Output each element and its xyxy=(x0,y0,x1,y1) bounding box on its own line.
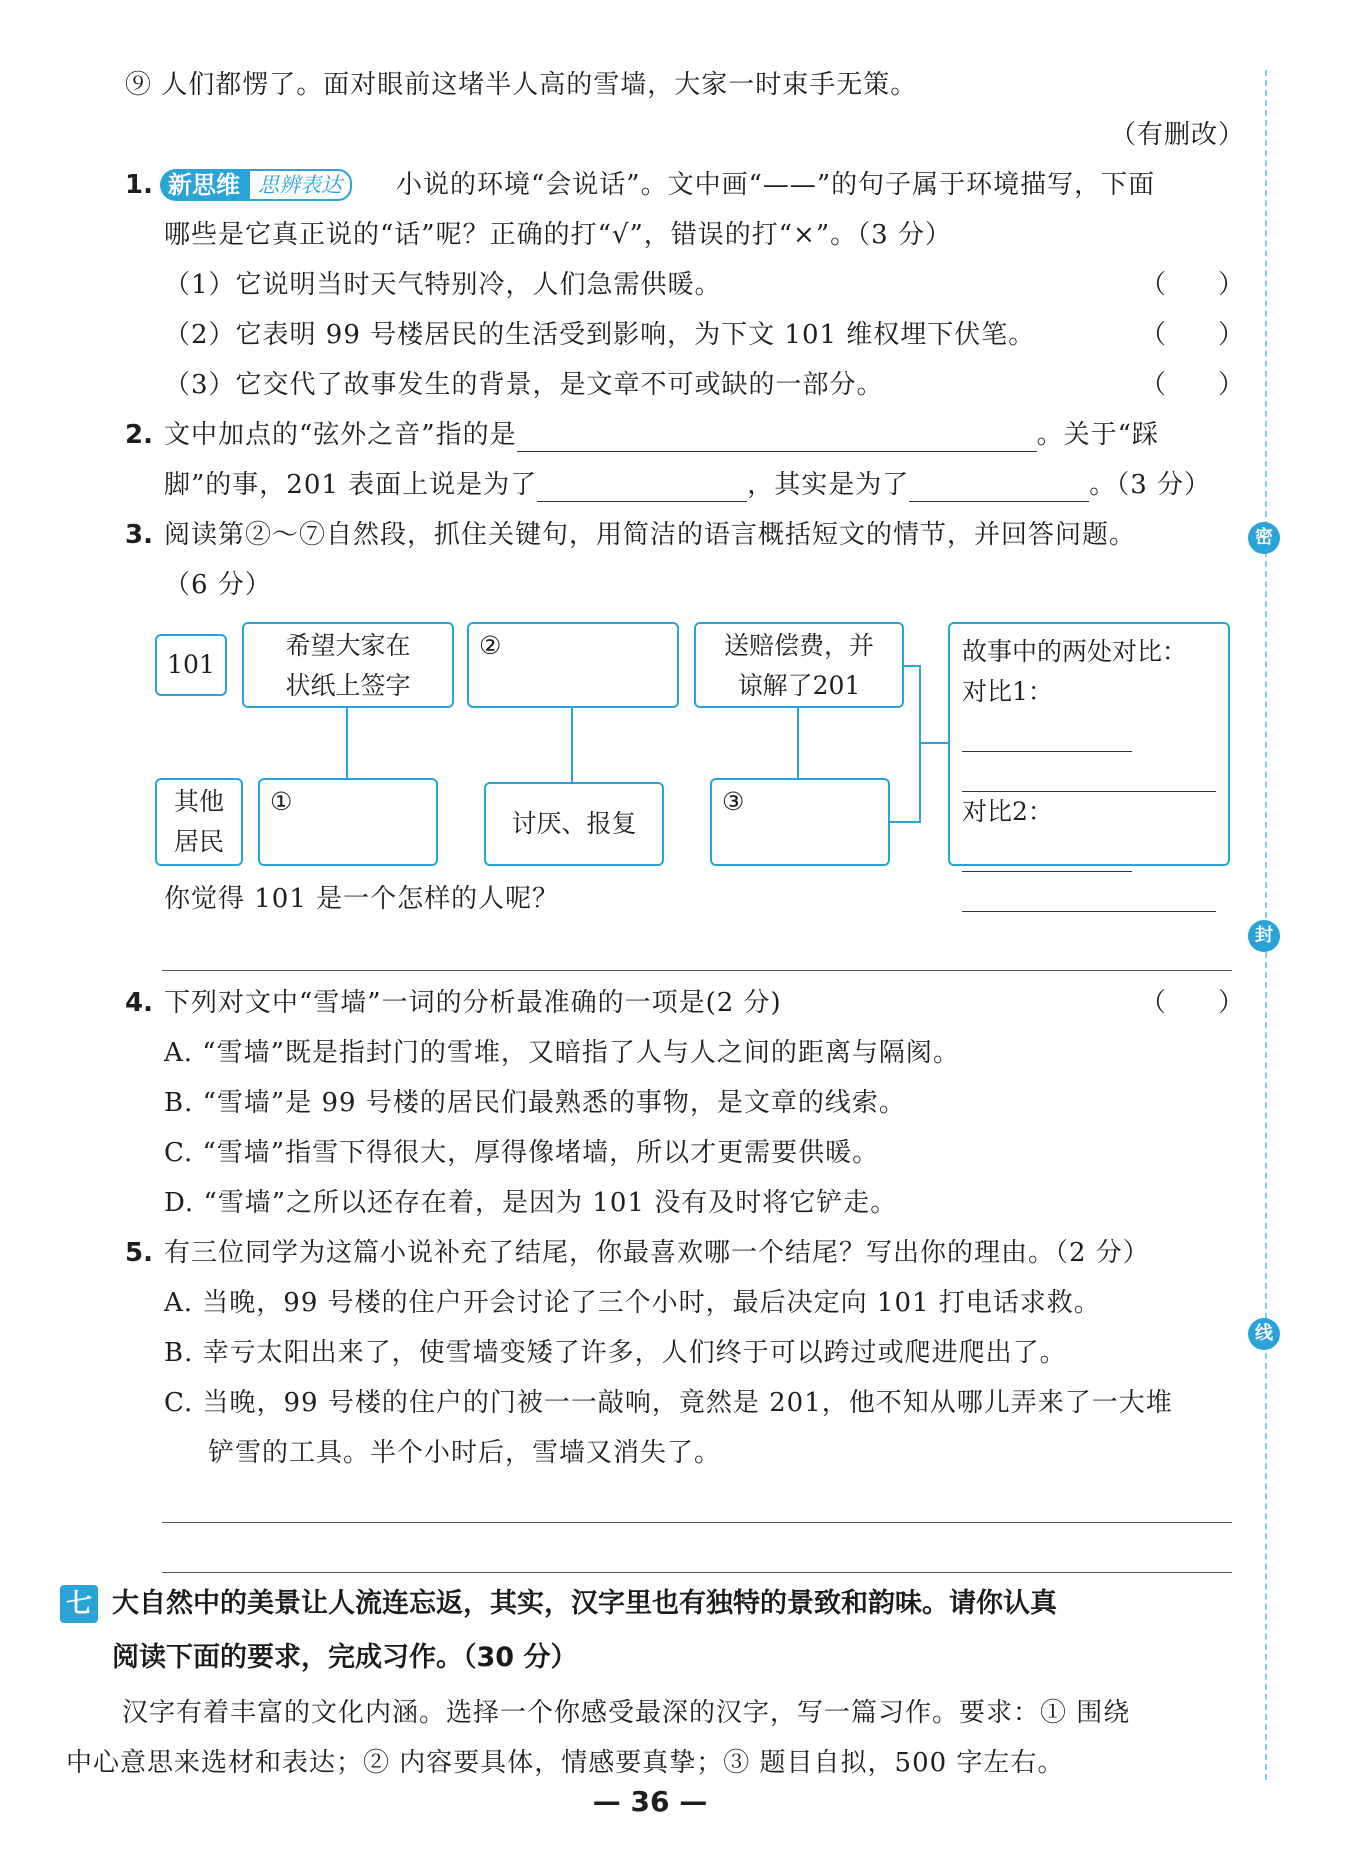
answer-paren-4[interactable]: （ ） xyxy=(1140,988,1245,1018)
box-blank-2[interactable] xyxy=(467,622,679,708)
question-3-sub-question: 你觉得 101 是一个怎样的人呢？ xyxy=(164,884,560,914)
box-blank-3-label: ③ xyxy=(722,787,745,816)
box-dislike-revenge: 讨厌、报复 xyxy=(484,782,664,866)
question-5-number: 5. xyxy=(125,1238,153,1268)
page-number: — 36 — xyxy=(592,1785,708,1818)
question-4-number: 4. xyxy=(125,988,153,1018)
side-seal-mark-feng: 封 xyxy=(1248,920,1280,952)
box-other-residents xyxy=(155,778,243,866)
section-7-icon: 七 xyxy=(60,1585,98,1623)
box-blank-1[interactable] xyxy=(258,778,438,866)
answer-paren-1-2[interactable]: （ ） xyxy=(1140,320,1245,350)
question-1-item-3: （3）它交代了故事发生的背景，是文章不可或缺的一部分。 xyxy=(164,370,884,400)
question-5-option-b: B. 幸亏太阳出来了，使雪墙变矮了许多，人们终于可以跨过或爬进爬出了。 xyxy=(164,1338,1067,1368)
box-blank-3[interactable] xyxy=(710,778,890,866)
question-4-stem: 下列对文中“雪墙”一词的分析最准确的一项是(2 分) xyxy=(164,988,782,1018)
tag-main: 新思维 xyxy=(160,169,248,201)
question-5-stem: 有三位同学为这篇小说补充了结尾，你最喜欢哪一个结尾？写出你的理由。（2 分） xyxy=(164,1238,1150,1268)
answer-line-q5-1[interactable] xyxy=(162,1522,1232,1523)
section-7-body-2: 中心意思来选材和表达；② 内容要具体，情感要真挚；③ 题目自拟，500 字左右。 xyxy=(66,1748,1065,1778)
question-4-option-c: C. “雪墙”指雪下得很大，厚得像堵墙，所以才更需要供暖。 xyxy=(164,1138,880,1168)
box-others-line-1: 其他 xyxy=(173,787,224,816)
box-sign-line-2: 状纸上签字 xyxy=(285,671,411,700)
contrast-2-blank-2[interactable] xyxy=(962,877,1216,912)
contrast-2-row-2 xyxy=(962,872,1216,912)
tag-sub: 思辨表达 xyxy=(248,169,352,201)
box-blank-2-label: ② xyxy=(479,631,502,660)
question-4-option-b: B. “雪墙”是 99 号楼的居民们最熟悉的事物，是文章的线索。 xyxy=(164,1088,906,1118)
q2-text-a: 文中加点的“弦外之音”指的是 xyxy=(164,420,517,450)
question-5-option-c: C. 当晚，99 号楼的住户的门被一一敲响，竟然是 201，他不知从哪儿弄来了一大堆 xyxy=(164,1388,1173,1418)
box-blank-1-label: ① xyxy=(270,787,293,816)
question-1-item-1: （1）它说明当时天气特别冷，人们急需供暖。 xyxy=(164,270,722,300)
contrast-1-label: 对比1： xyxy=(962,677,1053,706)
contrast-1-row xyxy=(962,672,1216,752)
side-seal-mark-xian: 线 xyxy=(1248,1318,1280,1350)
box-sign-line-1: 希望大家在 xyxy=(285,631,411,660)
q2-text-e: 。（3 分） xyxy=(1089,470,1212,500)
q2-text-d: ，其实是为了 xyxy=(747,470,910,500)
contrast-1-blank[interactable] xyxy=(962,721,1132,752)
box-others-line-2: 居民 xyxy=(173,827,224,856)
paragraph-9: ⑨ 人们都愣了。面对眼前这堵半人高的雪墙，大家一时束手无策。 xyxy=(125,70,918,100)
box-compensation-line-2: 谅解了201 xyxy=(737,671,861,700)
section-7-title-1: 大自然中的美景让人流连忘返，其实，汉字里也有独特的景致和韵味。请你认真 xyxy=(112,1588,1057,1619)
question-1-line-1: 小说的环境“会说话”。文中画“——”的句子属于环境描写，下面 xyxy=(396,170,1156,200)
contrast-1-row-2 xyxy=(962,752,1216,792)
box-sign-petition xyxy=(242,622,454,708)
question-4-option-a: A. “雪墙”既是指封门的雪堆，又暗指了人与人之间的距离与隔阂。 xyxy=(164,1038,960,1068)
contrast-2-label: 对比2： xyxy=(962,797,1053,826)
question-3-line-2: （6 分） xyxy=(164,570,272,600)
box-compensation-line-1: 送赔偿费，并 xyxy=(723,631,874,660)
side-seal-mark-mi: 密 xyxy=(1248,522,1280,554)
answer-paren-1-1[interactable]: （ ） xyxy=(1140,270,1245,300)
contrast-title: 故事中的两处对比： xyxy=(962,637,1188,666)
question-3-number: 3. xyxy=(125,520,153,550)
question-1-item-2: （2）它表明 99 号楼居民的生活受到影响，为下文 101 维权埋下伏笔。 xyxy=(164,320,1036,350)
box-101: 101 xyxy=(155,634,227,696)
contrast-2-row xyxy=(962,792,1216,872)
question-1-number: 1. xyxy=(125,170,153,200)
question-5-option-c-cont: 铲雪的工具。半个小时后，雪墙又消失了。 xyxy=(208,1438,722,1468)
question-4-option-d: D. “雪墙”之所以还存在着，是因为 101 没有及时将它铲走。 xyxy=(164,1188,898,1218)
box-compensation xyxy=(694,622,904,708)
question-2-number: 2. xyxy=(125,420,153,450)
question-5-option-a: A. 当晚，99 号楼的住户开会讨论了三个小时，最后决定向 101 打电话求救。 xyxy=(164,1288,1101,1318)
section-7-body-1: 汉字有着丰富的文化内涵。选择一个你感受最深的汉字，写一篇习作。要求：① 围绕 xyxy=(122,1698,1131,1728)
answer-line-q5-2[interactable] xyxy=(162,1572,1232,1573)
source-note: （有删改） xyxy=(1110,120,1246,150)
q2-text-c: 脚”的事，201 表面上说是为了 xyxy=(164,470,538,500)
question-1-line-2: 哪些是它真正说的“话”呢？正确的打“√”，错误的打“×”。（3 分） xyxy=(164,220,952,250)
contrast-2-blank[interactable] xyxy=(962,841,1132,872)
contrast-1-blank-2[interactable] xyxy=(962,757,1216,792)
answer-line-q3[interactable] xyxy=(162,970,1232,971)
answer-paren-1-3[interactable]: （ ） xyxy=(1140,370,1245,400)
box-contrasts xyxy=(948,622,1230,866)
section-7-title-2: 阅读下面的要求，完成习作。（30 分） xyxy=(112,1642,578,1673)
question-3-line-1: 阅读第②～⑦自然段，抓住关键句，用简洁的语言概括短文的情节，并回答问题。 xyxy=(164,520,1137,550)
q2-text-b: 。关于“踩 xyxy=(1036,420,1159,450)
